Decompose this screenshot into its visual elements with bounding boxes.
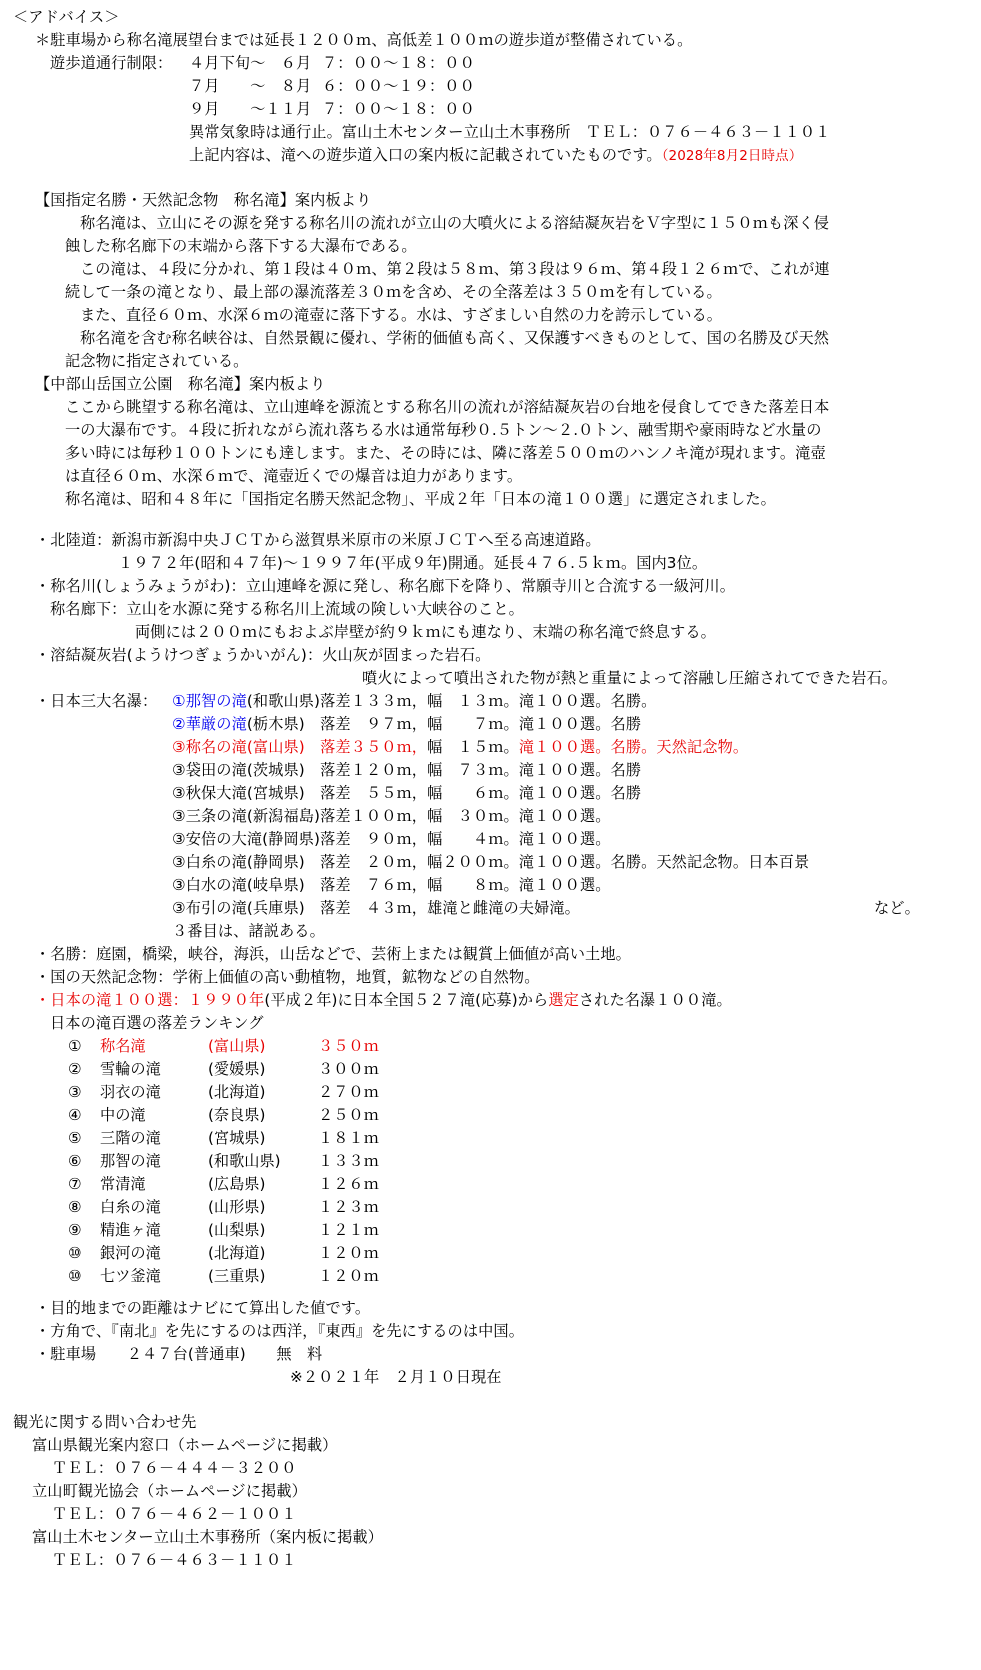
trail-note: ＊駐車場から称名滝展望台までは延長１２００ｍ、高低差１００ｍの遊歩道が整備されている。 xyxy=(35,31,693,49)
falls-row: ③安倍の大滝(静岡県)落差 ９０ｍ，幅 ４ｍ。滝１００選。 xyxy=(172,830,611,848)
park-board-heading: 【中部山岳国立公園 称名滝】案内板より xyxy=(35,375,326,393)
park-board-line: 称名滝は、昭和４８年に「国指定名勝天然記念物」、平成２年「日本の滝１００選」に選定されました。 xyxy=(65,490,776,508)
ranking-name: 常清滝 xyxy=(100,1175,146,1193)
ranking-drop: ３５０ｍ xyxy=(318,1037,379,1055)
river-note: ・称名川(しょうみょうがわ)：立山連峰を源に発し、称名廊下を降り、常願寺川と合流する一級河川。 xyxy=(35,577,735,595)
falls-row: ③白糸の滝(静岡県) 落差 ２０ｍ，幅２００ｍ。滝１００選。名勝。天然記念物。日本百景 xyxy=(172,853,810,871)
ranking-no: ⑦ xyxy=(68,1175,82,1193)
ranking-name: 称名滝 xyxy=(100,1037,146,1055)
parking-info: ・駐車場 ２４７台(普通車) 無 料 xyxy=(35,1345,323,1363)
ranking-pref: (山形県) xyxy=(208,1198,266,1216)
ranking-no: ② xyxy=(68,1060,82,1078)
source-date: （2028年8月2日時点） xyxy=(661,148,803,164)
ranking-drop: ３００ｍ xyxy=(318,1060,379,1078)
period-hours: ７：００～１８：００ xyxy=(322,54,475,72)
falls-row: ③袋田の滝(茨城県) 落差１２０ｍ，幅 ７３ｍ。滝１００選。名勝 xyxy=(172,761,642,779)
ranking-pref: (山梨県) xyxy=(208,1221,266,1239)
ranking-pref: (北海道) xyxy=(208,1244,266,1262)
contact-tel: ＴＥＬ：０７６－４６３－１１０１ xyxy=(52,1551,297,1569)
ranking-pref: (和歌山県) xyxy=(208,1152,281,1170)
top100-text: (平成２年)に日本全国５２７滝(応募)から xyxy=(264,991,549,1009)
park-board-line: 一の大瀑布です。４段に折れながら流れ落ちる水は通常毎秒０.５トン～２.０トン、融雪期や豪雨時など水量の xyxy=(65,421,822,439)
hokuriku-note: ・北陸道：新潟市新潟中央ＪＣＴから滋賀県米原市の米原ＪＣＴへ至る高速道路。 xyxy=(35,531,601,549)
ranking-no: ③ xyxy=(68,1083,82,1101)
falls-row: ③白水の滝(岐阜県) 落差 ７６ｍ，幅 ８ｍ。滝１００選。 xyxy=(172,876,611,894)
ranking-no: ⑥ xyxy=(68,1152,82,1170)
source-note-text: 上記内容は、滝への遊歩道入口の案内板に記載されていたものです。 xyxy=(189,146,662,164)
ranking-name: 三階の滝 xyxy=(100,1129,161,1147)
corridor-note: 称名廊下：立山を水源に発する称名川上流域の険しい大峡谷のこと。 xyxy=(50,600,524,618)
ranking-no: ⑩ xyxy=(68,1267,82,1285)
falls-row xyxy=(172,691,656,711)
weather-note: 異常気象時は通行止。富山土木センター立山土木事務所 ＴＥＬ：０７６－４６３－１１０１ xyxy=(189,123,831,141)
period-months: ４月下旬～ ６月 xyxy=(189,54,312,72)
ranking-drop: １２０ｍ xyxy=(318,1267,379,1285)
contact-tel: ＴＥＬ：０７６－４６２－１００１ xyxy=(52,1505,297,1523)
ranking-pref: (愛媛県) xyxy=(208,1060,266,1078)
falls-detail: (和歌山県)落差１３３ｍ，幅 １３ｍ。滝１００選。名勝。 xyxy=(246,692,657,710)
ranking-drop: １３３ｍ xyxy=(318,1152,379,1170)
ranking-no: ⑧ xyxy=(68,1198,82,1216)
falls-note: ３番目は、諸説ある。 xyxy=(172,922,325,940)
park-board-line: 多い時には毎秒１００トンにも達します。また、その時には、隣に落差５００ｍのハンノキ滝が現れます。滝壺 xyxy=(65,444,826,462)
national-board-line: また、直径６０ｍ、水深６ｍの滝壺に落下する。水は、すざましい自然の力を誇示している。 xyxy=(80,306,723,324)
falls-row: ③布引の滝(兵庫県) 落差 ４３ｍ，雄滝と雌滝の夫婦滝。 xyxy=(172,899,580,917)
ranking-name: 七ツ釜滝 xyxy=(100,1267,161,1285)
top100-def xyxy=(35,990,732,1010)
meisho-def: ・名勝：庭園，橋梁，峡谷，海浜，山岳などで、芸術上または観賞上価値が高い土地。 xyxy=(35,945,631,963)
ranking-name: 白糸の滝 xyxy=(100,1198,161,1216)
ranking-pref: (三重県) xyxy=(208,1267,266,1285)
ranking-pref: (奈良県) xyxy=(208,1106,266,1124)
advice-title: ＜アドバイス＞ xyxy=(13,8,120,26)
top100-year: １９９０年 xyxy=(187,991,265,1009)
period-months: ９月 ～１１月 xyxy=(189,100,312,118)
contact-title: 観光に関する問い合わせ先 xyxy=(13,1413,197,1431)
contact-name: 富山土木センター立山土木事務所（案内板に掲載） xyxy=(32,1528,384,1546)
ranking-no: ⑨ xyxy=(68,1221,82,1239)
hokuriku-detail: １９７２年(昭和４７年)～１９９７年(平成９年)開通。延長４７６.５ｋｍ。国内3位。 xyxy=(118,554,708,572)
ranking-no: ⑩ xyxy=(68,1244,82,1262)
ranking-pref: (宮城県) xyxy=(208,1129,266,1147)
falls-name: ①那智の滝 xyxy=(172,692,247,710)
ranking-pref: (富山県) xyxy=(208,1037,266,1055)
distance-note: ・目的地までの距離はナビにて算出した値です。 xyxy=(35,1299,371,1317)
national-board-line: 蝕した称名廊下の末端から落下する大瀑布である。 xyxy=(65,237,417,255)
top100-selected: 選定 xyxy=(548,991,579,1009)
contact-tel: ＴＥＬ：０７６－４４４－３２００ xyxy=(52,1459,297,1477)
ranking-drop: １８１ｍ xyxy=(318,1129,379,1147)
falls-name: ③称名の滝 xyxy=(172,738,247,756)
falls-detail: (栃木県) 落差 ９７ｍ，幅 ７ｍ。滝１００選。名勝 xyxy=(246,715,642,733)
national-board-line: 記念物に指定されている。 xyxy=(65,352,249,370)
contact-name: 立山町観光協会（ホームページに掲載） xyxy=(32,1482,307,1500)
park-board-line: ここから眺望する称名滝は、立山連峰を源流とする称名川の流れが溶結凝灰岩の台地を侵食してできた落差日本 xyxy=(65,398,830,416)
national-board-line: この滝は、４段に分かれ、第１段は４０ｍ、第２段は５８ｍ、第３段は９６ｍ、第４段１２６ｍで、これが連 xyxy=(80,260,830,278)
top100-label: ・日本の滝１００選： xyxy=(35,991,188,1009)
park-board-line: は直径６０ｍ、水深６ｍで、滝壺近くでの爆音は迫力があります。 xyxy=(65,467,523,485)
corridor-detail: 両側には２００ｍにもおよぶ岸壁が約９ｋｍにも連なり、末端の称名滝で終息する。 xyxy=(135,623,716,641)
falls-row xyxy=(172,737,748,757)
period-months: ７月 ～ ８月 xyxy=(189,77,312,95)
national-board-line: 称名滝を含む称名峡谷は、自然景観に優れ、学術的価値も高く、又保護すべきものとして、国の名勝及び天然 xyxy=(80,329,830,347)
falls-pref: (富山県) xyxy=(246,738,321,756)
ranking-name: 精進ヶ滝 xyxy=(100,1221,161,1239)
source-note xyxy=(189,145,802,166)
ranking-no: ④ xyxy=(68,1106,82,1124)
national-board-line: 続して一条の滝となり、最上部の瀑流落差３０ｍを含め、その全落差は３５０ｍを有している。 xyxy=(65,283,722,301)
ranking-drop: １２１ｍ xyxy=(318,1221,379,1239)
falls-name: ②華厳の滝 xyxy=(172,715,247,733)
ranking-no: ① xyxy=(68,1037,82,1055)
ranking-drop: １２３ｍ xyxy=(318,1198,379,1216)
falls-row: ③三条の滝(新潟福島)落差１００ｍ，幅 ３０ｍ。滝１００選。 xyxy=(172,807,611,825)
period-hours: ７：００～１８：００ xyxy=(322,100,475,118)
falls-etc: など。 xyxy=(874,899,920,917)
period-hours: ６：００～１９：００ xyxy=(322,77,475,95)
tennen-def: ・国の天然記念物：学術上価値の高い動植物，地質，鉱物などの自然物。 xyxy=(35,968,540,986)
ranking-pref: (広島県) xyxy=(208,1175,266,1193)
rule-label: 遊歩道通行制限： xyxy=(50,54,173,72)
contact-name: 富山県観光案内窓口（ホームページに掲載） xyxy=(32,1436,338,1454)
falls-drop: 落差３５０ｍ， xyxy=(320,738,428,756)
ranking-title: 日本の滝百選の落差ランキング xyxy=(50,1014,264,1032)
ranking-drop: １２０ｍ xyxy=(318,1244,379,1262)
falls-row xyxy=(172,714,641,734)
falls-width: 幅 １５ｍ。 xyxy=(427,738,519,756)
ranking-no: ⑤ xyxy=(68,1129,82,1147)
falls-selection: 滝１００選。名勝。天然記念物。 xyxy=(518,738,749,756)
as-of-date: ※２０２１年 ２月１０日現在 xyxy=(290,1368,502,1386)
tuff-note: ・溶結凝灰岩(ようけつぎょうかいがん)：火山灰が固まった岩石。 xyxy=(35,646,491,664)
national-board-heading: 【国指定名勝・天然記念物 称名滝】案内板より xyxy=(35,191,372,209)
top100-tail: された名瀑１００滝。 xyxy=(578,991,732,1009)
ranking-drop: ２５０ｍ xyxy=(318,1106,379,1124)
direction-note: ・方角で、『南北』を先にするのは西洋，『東西』を先にするのは中国。 xyxy=(35,1322,524,1340)
national-board-line: 称名滝は、立山にその源を発する称名川の流れが立山の大噴火による溶結凝灰岩をＶ字型に１５０ｍも深く侵 xyxy=(80,214,830,232)
tuff-detail: 噴火によって噴出された物が熱と重量によって溶融し圧縮されてできた岩石。 xyxy=(362,669,898,687)
ranking-name: 那智の滝 xyxy=(100,1152,161,1170)
ranking-drop: ２７０ｍ xyxy=(318,1083,379,1101)
ranking-pref: (北海道) xyxy=(208,1083,266,1101)
ranking-name: 雪輪の滝 xyxy=(100,1060,161,1078)
ranking-name: 羽衣の滝 xyxy=(100,1083,161,1101)
falls-row: ③秋保大滝(宮城県) 落差 ５５ｍ，幅 ６ｍ。滝１００選。名勝 xyxy=(172,784,642,802)
three-falls-label: ・日本三大名瀑： xyxy=(35,692,158,710)
ranking-name: 中の滝 xyxy=(100,1106,146,1124)
ranking-name: 銀河の滝 xyxy=(100,1244,161,1262)
ranking-drop: １２６ｍ xyxy=(318,1175,379,1193)
